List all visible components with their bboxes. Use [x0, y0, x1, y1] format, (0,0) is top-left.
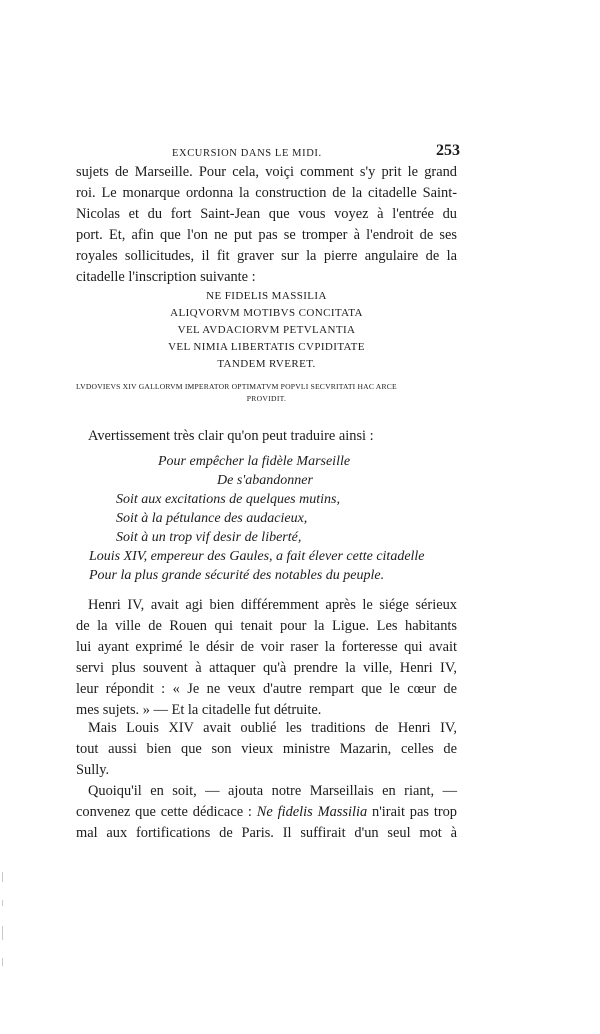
page-number: 253 [436, 142, 460, 159]
text-line: Nicolas et du fort Saint-Jean que vous voyez à l'entrée du [76, 206, 457, 222]
text-segment: n'irait pas trop [367, 804, 457, 820]
inscription-line: VEL NIMIA LIBERTATIS CVPIDITATE [168, 341, 365, 353]
text-line: Quoiqu'il en soit, — ajouta notre Marseillais en riant, — [88, 783, 457, 799]
text-line: lui ayant exprimé le désir de voir raser la forteresse qui avait [76, 639, 457, 655]
text-line: royales sollicitudes, il fit graver sur la pierre angulaire de la [76, 248, 457, 264]
inscription-signature-end: PROVIDIT. [246, 394, 287, 403]
paragraph-1 [76, 162, 457, 288]
verse-line: Pour la plus grande sécurité des notables du peuple. [89, 568, 385, 583]
verse-line: Soit à un trop vif desir de liberté, [116, 530, 302, 545]
verse-line: De s'abandonner [217, 473, 313, 488]
latin-inscription [76, 289, 457, 404]
text-line: sujets de Marseille. Pour cela, voiçi comment s'y prit le grand [76, 164, 457, 180]
text-line: roi. Le monarque ordonna la construction de la citadelle Saint- [76, 185, 457, 201]
text-line: port. Et, afin que l'on ne put pas se tromper à l'endroit de ses [76, 227, 457, 243]
verse-line: Soit à la pétulance des audacieux, [116, 511, 308, 526]
verse-line: Soit aux excitations de quelques mutins, [116, 492, 340, 507]
text-line: de la ville de Rouen qui tenait pour la Ligue. Les habitants [76, 618, 457, 634]
paragraph-4 [76, 781, 457, 844]
text-line: mal aux fortifications de Paris. Il suffirait d'un seul mot à [76, 825, 457, 841]
french-translation [0, 452, 600, 582]
scan-edge-mark [2, 872, 3, 882]
text-line-with-italic [76, 802, 457, 823]
inscription-line: ALIQVORVM MOTIBVS CONCITATA [170, 307, 363, 319]
scan-edge-mark [2, 926, 3, 940]
running-title: EXCURSION DANS LE MIDI. [172, 148, 322, 159]
inscription-line: VEL AVDACIORVM PETVLANTIA [177, 324, 356, 336]
text-line: Sully. [76, 762, 110, 778]
text-line: leur répondit : « Je ne veux d'autre rempart que le cœur de [76, 681, 457, 697]
text-line: mes sujets. » — Et la citadelle fut détruite. [76, 702, 322, 718]
text-line: tout aussi bien que son vieux ministre Mazarin, celles de [76, 741, 457, 757]
inscription-line: TANDEM RVERET. [217, 358, 316, 370]
text-line: Mais Louis XIV avait oublié les traditions de Henri IV, [88, 720, 457, 736]
verse-line: Pour empêcher la fidèle Marseille [158, 454, 351, 469]
text-segment: convenez que cette dédicace : [76, 804, 257, 820]
text-line: citadelle l'inscription suivante : [76, 269, 256, 285]
scan-edge-mark [2, 958, 3, 966]
text-line: Henri IV, avait agi bien différemment après le siége sérieux [88, 597, 457, 613]
text-line: servi plus souvent à attaquer qu'à prendre la ville, Henri IV, [76, 660, 457, 676]
inscription-line: NE FIDELIS MASSILIA [206, 290, 327, 302]
translation-intro: Avertissement très clair qu'on peut traduire ainsi : [88, 428, 374, 444]
scan-edge-mark [2, 900, 3, 906]
inscription-signature: LVDOVIEVS XIV GALLORVM IMPERATOR OPTIMATVM POPVLI SECVRITATI HAC ARCE [76, 382, 397, 391]
paragraph-3 [76, 718, 457, 781]
paragraph-2 [76, 595, 457, 721]
verse-line: Louis XIV, empereur des Gaules, a fait élever cette citadelle [89, 549, 425, 564]
italic-latin-phrase: Ne fidelis Massilia [256, 804, 368, 820]
